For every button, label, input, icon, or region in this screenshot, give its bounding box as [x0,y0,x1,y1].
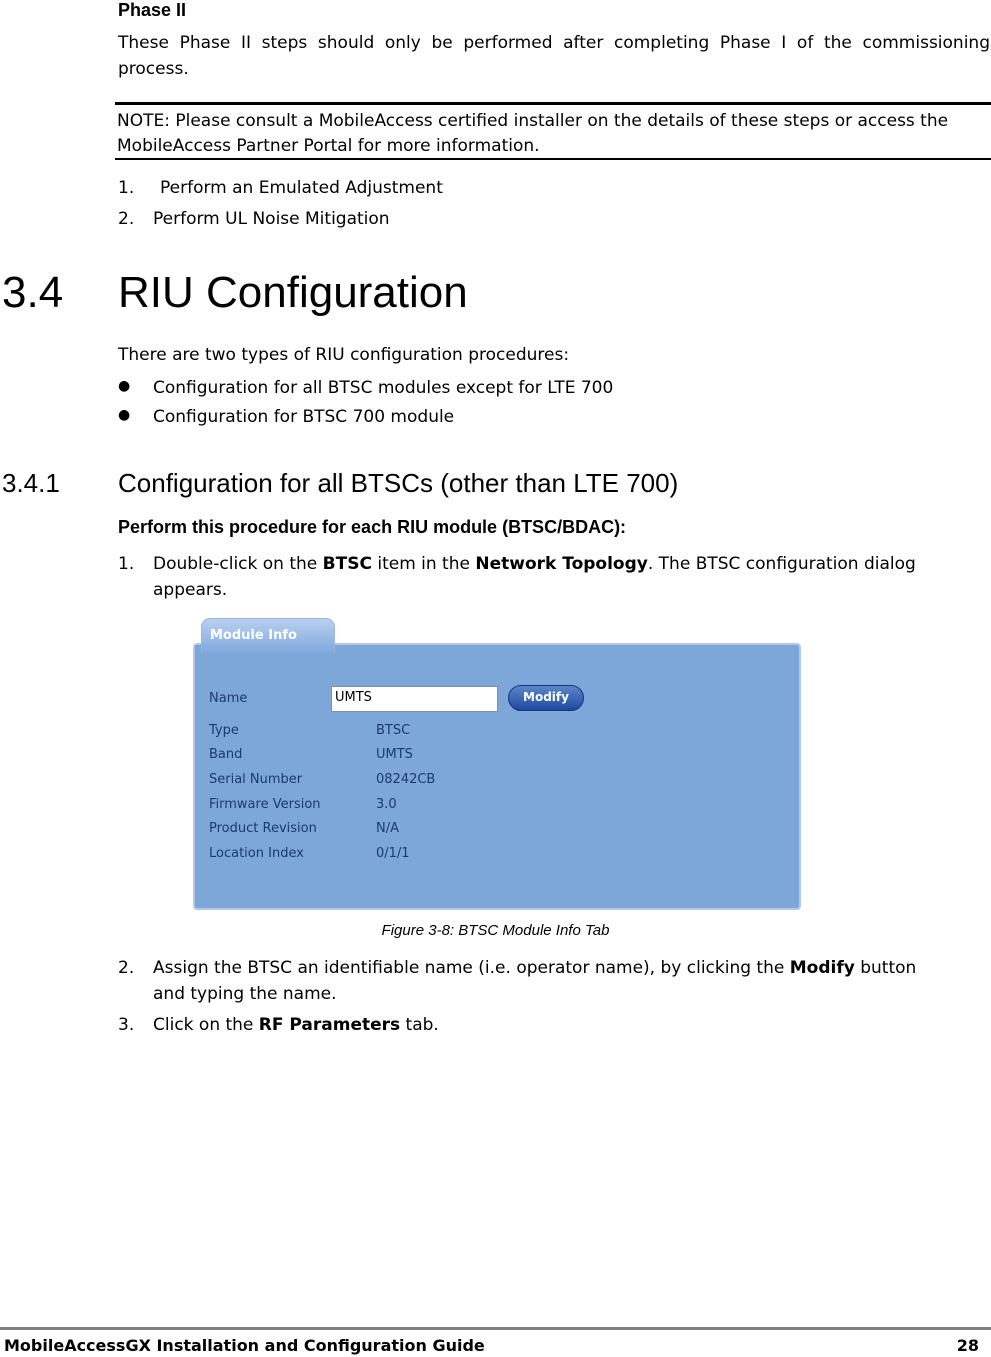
field-value: N/A [376,821,399,836]
field-value: 08242CB [376,772,436,787]
note-box: NOTE: Please consult a MobileAccess certified installer on the details of these steps or access the MobileAccess Partner Portal for more information. [115,102,991,160]
figure-caption: Figure 3-8: BTSC Module Info Tab [381,922,610,939]
bullet-item: Configuration for all BTSC modules except for LTE 700 [153,378,614,398]
step-text: Click on the RF Parameters tab. [153,1015,439,1035]
bullet-icon: ● [118,407,131,423]
module-info-panel [193,643,801,910]
field-label: Product Revision [209,821,317,836]
tab-module-info[interactable]: Module Info [201,618,335,654]
step-text-continued: and typing the name. [153,984,337,1004]
bullet-icon: ● [118,378,131,394]
field-label: Serial Number [209,772,303,787]
phase-step-number: 1. [118,178,135,198]
section-number: 3.4 [2,268,64,317]
field-value: BTSC [376,723,411,738]
phase-step-text: Perform UL Noise Mitigation [153,209,390,229]
phase-title: Phase II [118,0,187,20]
field-label: Type [209,723,239,738]
field-label: Firmware Version [209,797,321,812]
step-text: Assign the BTSC an identifiable name (i.e. operator name), by clicking the Modify button [153,958,917,978]
footer-title: MobileAccessGX Installation and Configuration Guide [4,1336,485,1355]
field-label: Band [209,747,243,762]
procedure-title: Perform this procedure for each RIU module (BTSC/BDAC): [118,517,627,537]
name-input[interactable]: UMTS [331,686,498,712]
intro-text: There are two types of RIU configuration procedures: [118,345,570,365]
module-info-screenshot [193,613,803,911]
footer-rule [0,1327,991,1330]
field-value: 3.0 [376,797,397,812]
step-number: 2. [118,958,135,978]
field-value: UMTS [376,747,413,762]
page-number: 28 [956,1336,979,1355]
step-number: 1. [118,554,135,574]
phase-paragraph: These Phase II steps should only be performed after completing Phase I of the commissioning process. [118,33,990,79]
phase-step-text: Perform an Emulated Adjustment [160,178,443,198]
name-label: Name [209,691,248,706]
bullet-item: Configuration for BTSC 700 module [153,407,455,427]
phase-step-number: 2. [118,209,135,229]
subsection-number: 3.4.1 [2,468,60,498]
step-text-continued: appears. [153,580,228,600]
step-number: 3. [118,1015,135,1035]
section-title: RIU Configuration [118,268,468,317]
step-text: Double-click on the BTSC item in the Network Topology. The BTSC configuration dialog [153,554,916,574]
modify-button[interactable]: Modify [508,685,584,711]
subsection-title: Configuration for all BTSCs (other than LTE 700) [118,468,679,498]
field-label: Location Index [209,846,304,861]
field-value: 0/1/1 [376,846,410,861]
